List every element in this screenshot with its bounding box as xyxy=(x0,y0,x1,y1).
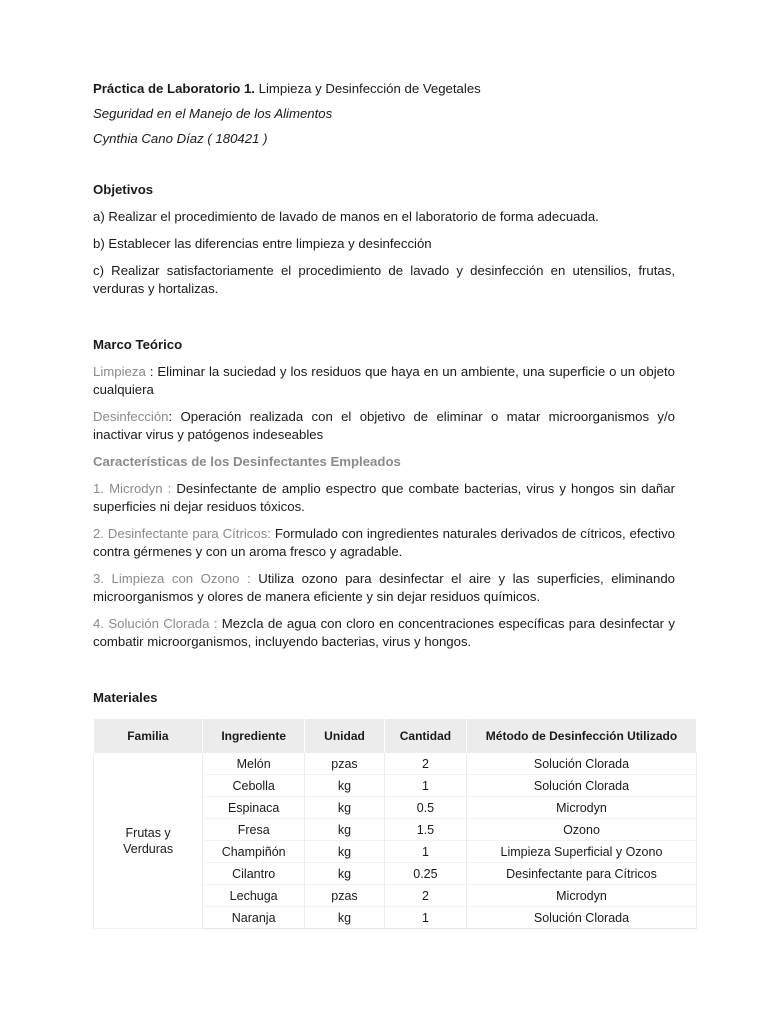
objective-c: c) Realizar satisfactoriamente el procedimiento de lavado y desinfección en utensilios, frutas, verduras y hortalizas. xyxy=(93,263,675,296)
cell-unidad: kg xyxy=(305,797,385,819)
disinfectants-subheading: Características de los Desinfectantes Empleados xyxy=(93,454,401,469)
column-header-metodo: Método de Desinfección Utilizado xyxy=(466,719,696,753)
limpieza-definition: Limpieza : Eliminar la suciedad y los residuos que haya en un ambiente, una superficie o un objeto cualquiera xyxy=(93,364,675,397)
disinfectant-1: 1. Microdyn : Desinfectante de amplio espectro que combate bacterias, virus y hongos sin dañar superficies ni dejar residuos tóxicos. xyxy=(93,481,675,514)
cell-ingrediente: Naranja xyxy=(203,907,305,929)
document-page xyxy=(93,80,678,929)
cell-cantidad: 2 xyxy=(384,753,466,775)
cell-cantidad: 0.5 xyxy=(384,797,466,819)
column-header-unidad: Unidad xyxy=(305,719,385,753)
family-label: Frutas y Verduras xyxy=(123,825,174,856)
document-title: Práctica de Laboratorio 1. Limpieza y Desinfección de Vegetales xyxy=(93,81,481,96)
cell-ingrediente: Lechuga xyxy=(203,885,305,907)
desinfeccion-definition: Desinfección: Operación realizada con el objetivo de eliminar o matar microorganismos y/o inactivar virus y patógenos indeseables xyxy=(93,409,675,442)
materials-heading: Materiales xyxy=(93,690,158,705)
cell-unidad: pzas xyxy=(305,885,385,907)
cell-ingrediente: Melón xyxy=(203,753,305,775)
column-header-cantidad: Cantidad xyxy=(384,719,466,753)
cell-metodo: Microdyn xyxy=(466,885,696,907)
disinfectant-2: 2. Desinfectante para Cítricos: Formulado con ingredientes naturales derivados de cítricos, efectivo contra gérmenes y con un aroma fresco y agradable. xyxy=(93,526,675,559)
cell-cantidad: 1.5 xyxy=(384,819,466,841)
cell-ingrediente: Cilantro xyxy=(203,863,305,885)
cell-metodo: Limpieza Superficial y Ozono xyxy=(466,841,696,863)
table-header-row xyxy=(94,719,697,753)
cell-ingrediente: Champiñón xyxy=(203,841,305,863)
cell-metodo: Microdyn xyxy=(466,797,696,819)
cell-cantidad: 0.25 xyxy=(384,863,466,885)
cell-unidad: kg xyxy=(305,907,385,929)
objective-a: a) Realizar el procedimiento de lavado de manos en el laboratorio de forma adecuada. xyxy=(93,209,599,224)
disinfectant-3: 3. Limpieza con Ozono : Utiliza ozono para desinfectar el aire y las superficies, eliminando microorganismos y olores de manera eficiente y sin dejar residuos químicos. xyxy=(93,571,675,604)
cell-cantidad: 2 xyxy=(384,885,466,907)
cell-ingrediente: Espinaca xyxy=(203,797,305,819)
disinfectant-4: 4. Solución Clorada : Mezcla de agua con cloro en concentraciones específicas para desinfectar y combatir microorganismos, incluyendo bacterias, virus y hongos. xyxy=(93,616,675,649)
cell-ingrediente: Cebolla xyxy=(203,775,305,797)
cell-cantidad: 1 xyxy=(384,841,466,863)
column-header-familia: Familia xyxy=(94,719,203,753)
cell-metodo: Desinfectante para Cítricos xyxy=(466,863,696,885)
cell-cantidad: 1 xyxy=(384,775,466,797)
course-name: Seguridad en el Manejo de los Alimentos xyxy=(93,106,333,121)
cell-unidad: kg xyxy=(305,775,385,797)
objectives-heading: Objetivos xyxy=(93,182,154,197)
cell-cantidad: 1 xyxy=(384,907,466,929)
cell-unidad: kg xyxy=(305,841,385,863)
cell-ingrediente: Fresa xyxy=(203,819,305,841)
table-row xyxy=(94,753,697,775)
cell-metodo: Solución Clorada xyxy=(466,753,696,775)
cell-unidad: kg xyxy=(305,863,385,885)
cell-metodo: Solución Clorada xyxy=(466,907,696,929)
family-cell xyxy=(94,753,203,929)
author-line: Cynthia Cano Díaz ( 180421 ) xyxy=(93,131,268,146)
column-header-ingrediente: Ingrediente xyxy=(203,719,305,753)
cell-metodo: Ozono xyxy=(466,819,696,841)
cell-unidad: pzas xyxy=(305,753,385,775)
cell-metodo: Solución Clorada xyxy=(466,775,696,797)
objective-b: b) Establecer las diferencias entre limpieza y desinfección xyxy=(93,236,432,251)
materials-table xyxy=(93,719,697,929)
cell-unidad: kg xyxy=(305,819,385,841)
theory-heading: Marco Teórico xyxy=(93,337,183,352)
